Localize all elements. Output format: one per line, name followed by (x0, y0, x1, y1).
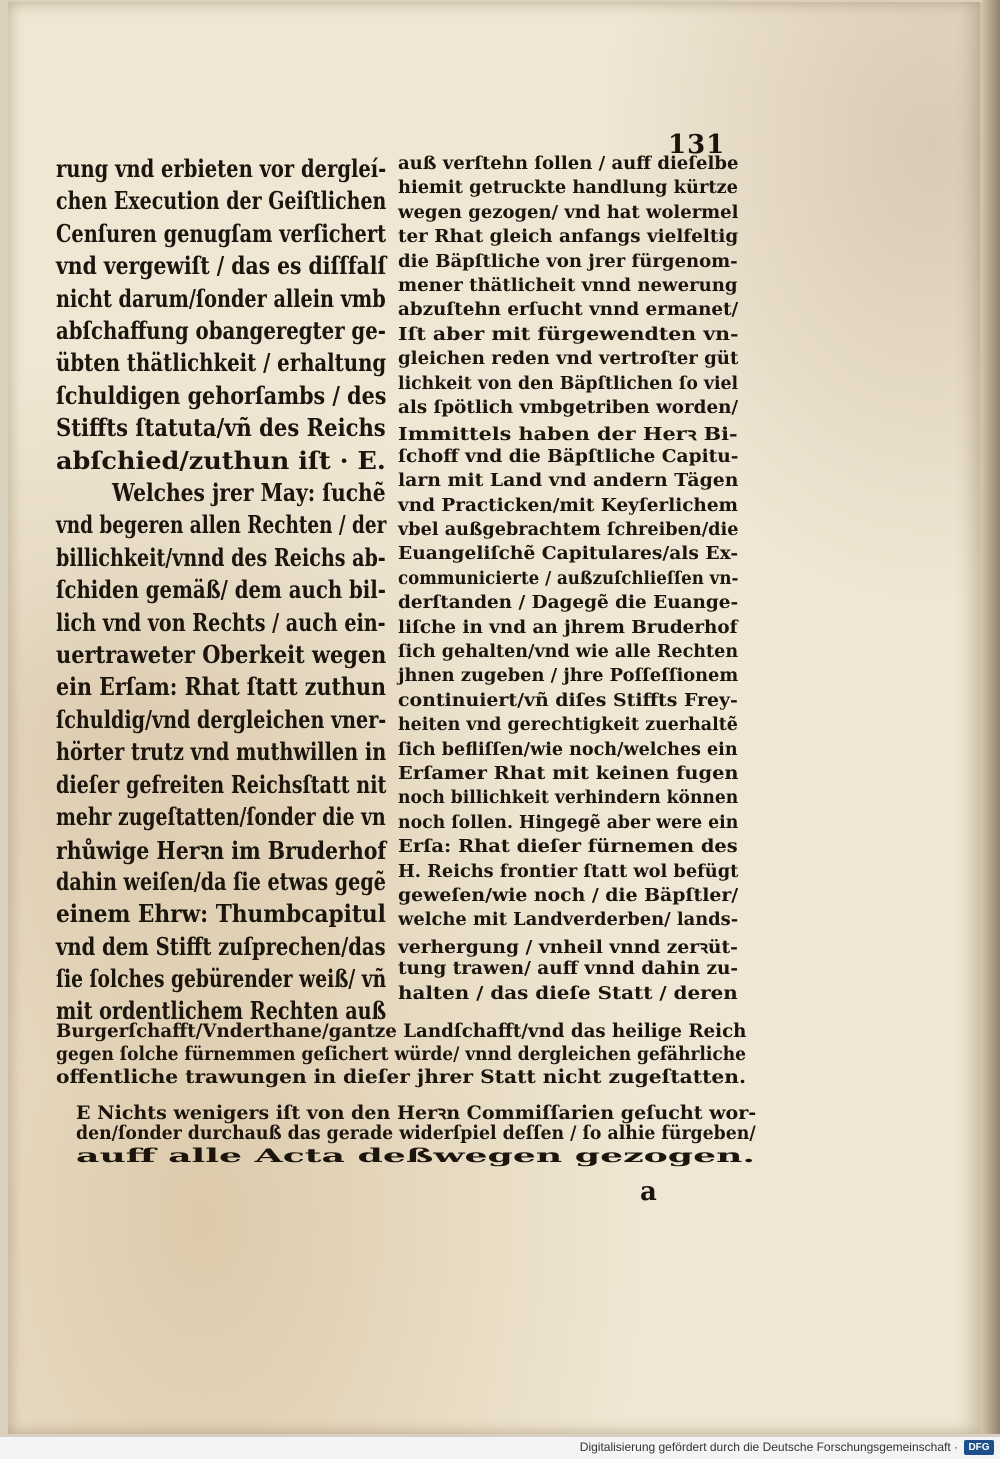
text-line: mit ordentlichem Rechten auß (56, 996, 387, 1026)
text-line: gleichen reden vnd vertroſter güt (398, 349, 739, 370)
text-line: noch billichkeit verhindern können (398, 788, 739, 809)
text-line: ein Erſam: Rhat ſtatt zuthun (56, 672, 386, 702)
text-line: Iſt aber mit fürgewendten vn- (398, 324, 739, 345)
text-line: Immittels haben der Herꝛ Bi- (398, 425, 738, 446)
text-line: auß verſtehn ſollen / auff dieſelbe (398, 154, 739, 174)
text-line: offentliche trawungen in dieſer jhrer Statt nicht zugeſtatten. (56, 1066, 746, 1088)
text-line: geweſen/wie noch / die Bäpſtler/ (398, 886, 739, 906)
text-line: lich vnd von Rechts / auch ein- (56, 607, 386, 637)
text-line: den/ſonder durchauß das gerade widerſpiel deſſen / ſo alhie fürgeben/ (76, 1122, 756, 1144)
funding-credit: Digitalisierung gefördert durch die Deutsche Forschungsgemeinschaft · (579, 1440, 958, 1454)
text-line: jhnen zugeben / jhre Poſſeſſionem (398, 666, 739, 687)
text-line: H. Reichs frontier ſtatt wol befügt (398, 861, 739, 882)
text-line: tung trawen/ auff vnnd dahin zu- (398, 959, 739, 980)
text-line: ter Rhat gleich anfangs vielfeltig (398, 227, 739, 248)
text-line: continuiert/vñ diſes Stiffts Frey- (398, 690, 738, 711)
text-line: hiemit getruckte handlung kürtze (398, 178, 739, 199)
text-line: E Nichts wenigers iſt von den Herꝛn Commiſſarien geſucht wor- (76, 1102, 757, 1124)
text-line: ſchoff vnd die Bäpſtliche Capitu- (398, 446, 739, 467)
text-line: lichkeit von den Bäpſtlichen ſo viel (398, 373, 739, 394)
text-line: dieſer gefreiten Reichsſtatt nit (56, 769, 387, 799)
text-line: communicierte / außzuſchlieſſen vn- (398, 568, 739, 589)
text-line: wegen gezogen/ vnd hat wolermel (398, 202, 739, 223)
text-line: derſtanden / Dagegẽ die Euange- (398, 593, 739, 614)
text-line: vnd begeren allen Rechten / der (56, 510, 387, 540)
book-page (8, 2, 984, 1434)
catchword: a (640, 1177, 657, 1207)
text-line: vnd Practicken/mit Keyſerlichem (398, 495, 739, 516)
text-line: verhergung / vnheil vnnd zerꝛüt- (398, 937, 738, 958)
text-line: Burgerſchafft/Vnderthane/gantze Landſchafft/vnd das heilige Reich (56, 1020, 747, 1042)
text-line: Erſa: Rhat dieſer fürnemen des (398, 837, 738, 858)
text-line: die Bäpſtliche von jrer fürgenom- (398, 251, 738, 272)
text-line: Stiffts ſtatuta/vñ des Reichs (56, 413, 386, 443)
text-line: mener thätlicheit vnnd newerung (398, 276, 738, 296)
text-line: ſchiden gemäß/ dem auch bil- (56, 575, 386, 605)
text-line: Euangeliſchẽ Capitulares/als Ex- (398, 544, 739, 565)
text-line: nicht darum/ſonder allein vmb (56, 283, 386, 313)
text-line: rhůwige Herꝛn im Bruderhof (56, 836, 387, 866)
text-line: auff alle Acta deßwegen gezogen. (76, 1145, 756, 1167)
viewer-footer (0, 1436, 1000, 1459)
text-line: ſchuldig/vnd dergleichen vner- (56, 704, 387, 734)
dfg-logo: DFG (964, 1440, 994, 1455)
text-line: Erſamer Rhat mit keinen fugen (398, 764, 739, 784)
text-line: vnd vergewiſt / das es diſſfalſ (56, 251, 387, 281)
text-line: rung vnd erbieten vor dergleí- (56, 154, 387, 183)
text-line: hörter trutz vnd muthwillen in (56, 737, 387, 767)
text-line: abzuſtehn erſucht vnnd ermanet/ (398, 300, 739, 321)
text-line: Cenſuren genugſam verſichert (56, 218, 387, 248)
text-line: vbel außgebrachtem ſchreiben/die (398, 520, 739, 540)
text-line: uertraweter Oberkeit wegen (56, 640, 387, 669)
text-line: dahin weiſen/da ſie etwas gegẽ (56, 866, 386, 896)
text-line: larn mit Land vnd andern Tägen (398, 471, 739, 492)
text-line: ſich befliſſen/wie noch/welches ein (398, 739, 738, 760)
text-line: ſich gehalten/vnd wie alle Rechten (398, 642, 739, 662)
text-line: abſchaffung obangeregter ge- (56, 316, 386, 345)
text-line: halten / das dieſe Statt / deren (398, 983, 738, 1004)
text-line: billichkeit/vnnd des Reichs ab- (56, 542, 386, 572)
text-line: mehr zugeſtatten/ſonder die vn (56, 802, 386, 831)
text-line: vnd dem Stifft zuſprechen/das (56, 931, 386, 961)
text-line: übten thätlichkeit / erhaltung (56, 348, 387, 378)
text-line: chen Execution der Geiſtlichen (56, 186, 387, 216)
text-line: als ſpötlich vmbgetriben worden/ (398, 398, 739, 418)
text-line: einem Ehrw: Thumbcapitul (56, 899, 386, 929)
text-line: abſchied/zuthun iſt · E. (56, 445, 386, 475)
text-line: ſchuldigen gehorſambs / des (56, 380, 387, 410)
text-line: noch ſollen. Hingegẽ aber were ein (398, 812, 739, 833)
text-line: heiten vnd gerechtigkeit zuerhaltẽ (398, 715, 738, 736)
text-line: welche mit Landverderben/ lands- (398, 910, 739, 931)
page-edge (982, 0, 1000, 1434)
text-line: Welches jrer May: ſuchẽ (112, 478, 386, 507)
page-number: 131 (668, 130, 726, 160)
text-line: gegen ſolche fürnemmen geſichert würde/ vnnd dergleichen gefährliche (56, 1043, 746, 1065)
text-line: ſie ſolches gebürender weiß/ vñ (56, 964, 387, 993)
text-line: liſche in vnd an jhrem Bruderhof (398, 617, 738, 638)
